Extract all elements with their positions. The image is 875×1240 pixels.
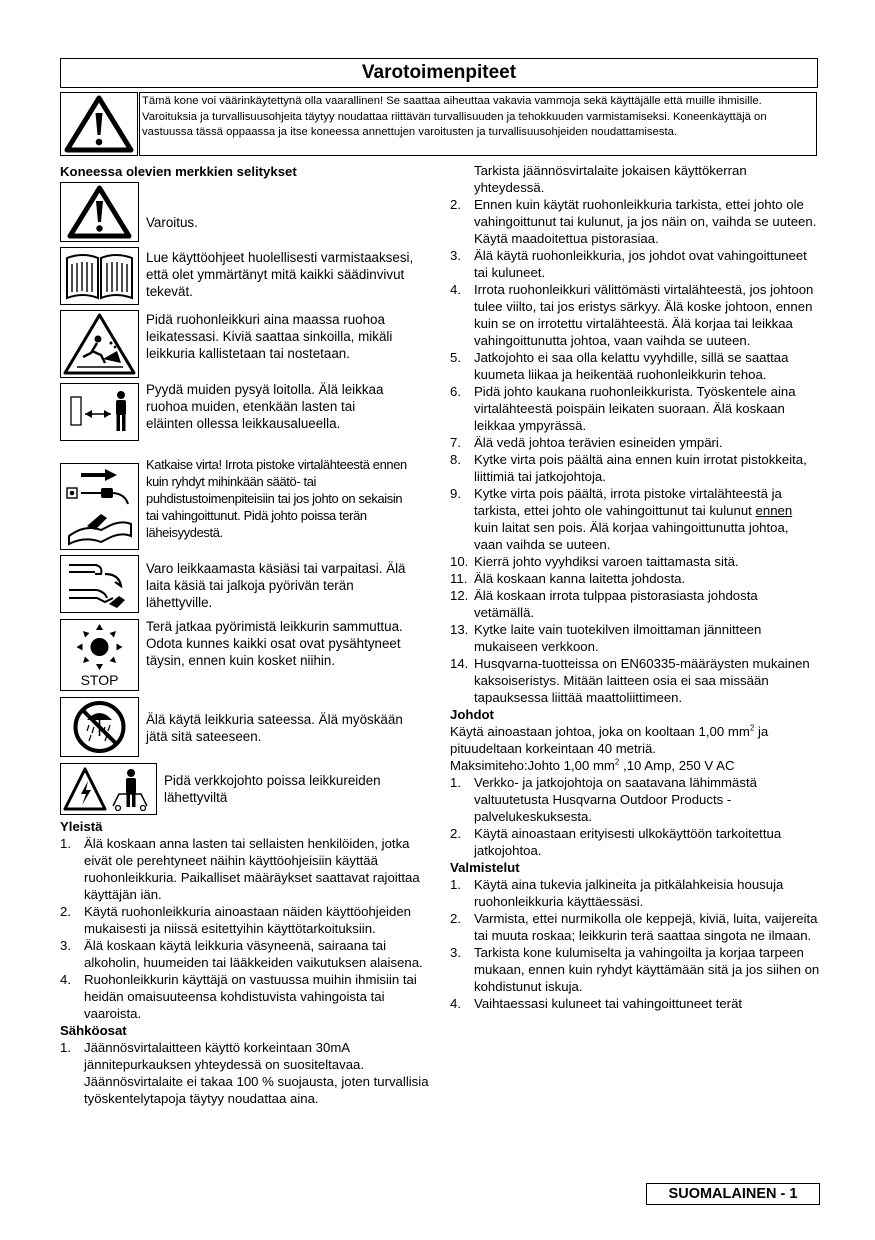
list-item: 2. Käytä ruohonleikkuria ainoastaan näiden käyttöohjeiden mukaisesti ja niissä esitettyihin käyttötarkoituksiin.	[60, 904, 411, 936]
list-item: 4. Ruohonleikkurin käyttäjä on vastuussa muihin ihmisiin tai heidän omaisuuteensa kohdistuvista vahingoista tai vaaroista.	[60, 972, 417, 1021]
preparation-list	[450, 876, 820, 1012]
cords-list	[450, 774, 820, 859]
manual-book-icon	[61, 248, 138, 304]
list-item: 14. Husqvarna-tuotteissa on EN60335-määräysten mukainen kaksoiseristys. Mitään laitteen osia ei saa missään tapauksessa liittää maattoliittimeen.	[450, 656, 810, 705]
symbol-thrown-objects-text: Pidä ruohonleikkuri aina maassa ruohoa leikatessasi. Kiviä saattaa sinkoilla, mikäli leikkuria kallistetaan tai nostetaan.	[146, 312, 393, 361]
cords-paragraph: Käytä ainoastaan johtoa, joka on kooltaan 1,00 $mm^2$ ja pituudeltaan korkeintaan 40 metriä.	[450, 723, 769, 756]
keep-distance-icon	[61, 384, 138, 440]
thrown-objects-icon	[61, 311, 138, 377]
warning-triangle-icon	[61, 93, 137, 155]
symbol-manual-box	[60, 247, 139, 305]
list-item: 2. Käytä ainoastaan erityisesti ulkokäyttöön tarkoitettua jatkojohtoa.	[450, 826, 782, 858]
symbols-heading: Koneessa olevien merkkien selitykset	[60, 164, 297, 179]
intro-warning-text: Tämä kone voi väärinkäytettynä olla vaarallinen! Se saattaa aiheuttaa vakavia vammoja sekä käyttäjälle että muille ihmisille. Varoituksia ja turvallisuusohjeita täytyy noudattaa riittävän turvallisuuden ja tehokkuuden varmistamiseksi. Koneenkäyttäjä on vastuussa tässä oppaassa ja itse koneessa annettujen varoitusten ja turvallisuusohjeiden noudattamisesta.	[139, 92, 817, 156]
list-item: 1. Käytä aina tukevia jalkineita ja pitkälahkeisia housuja ruohonleikkuria käyttäessäsi.	[450, 877, 784, 909]
symbol-manual-text: Lue käyttöohjeet huolellisesti varmistaaksesi, että olet ymmärtänyt mitä kaikki säädinvivut tekevät.	[146, 250, 414, 299]
symbol-warning-box	[60, 182, 139, 242]
no-rain-icon	[61, 698, 138, 756]
warning-triangle-icon	[61, 183, 138, 241]
page-footer: SUOMALAINEN - 1	[646, 1183, 820, 1205]
electrical-continued: Tarkista jäännösvirtalaite jokaisen käyttökerran yhteydessä.	[474, 163, 747, 195]
symbol-keep-distance-box	[60, 383, 139, 441]
list-item: 11. Älä koskaan kanna laitetta johdosta.	[450, 571, 686, 586]
list-item: 3. Tarkista kone kulumiselta ja vahingoilta ja korjaa tarpeen mukaan, ennen kuin ryhdyt käyttämään sitä ja jos siihen on kohdistunut iskuja.	[450, 945, 820, 994]
list-item: 4. Irrota ruohonleikkuri välittömästi virtalähteestä, jos johtoon tulee viilto, tai jos eristys särkyy. Älä koske johtoon, ennen kuin se on irrotettu virtalähteestä. Älä korjaa tai leikkaa vahingoittunutta johtoa, vaan vaihda se uuteen.	[450, 282, 814, 348]
list-item: 3. Älä käytä ruohonleikkuria, jos johdot ovat vahingoittuneet tai kuluneet.	[450, 248, 807, 280]
list-item: 5. Jatkojohto ei saa olla kelattu vyyhdille, sillä se saattaa kuumeta liikaa ja heikentää ruohonleikkurin tehoa.	[450, 350, 789, 382]
symbol-no-rain-box	[60, 697, 139, 757]
list-item: 2. Varmista, ettei nurmikolla ole keppejä, kiviä, luita, vaijereita tai muuta roskaa; leikkurin terä saattaa singota ne ilmaan.	[450, 911, 818, 943]
list-item: 6. Pidä johto kaukana ruohonleikkurista. Työskentele aina virtalähteestä poispäin leikaten suoraan. Älä koskaan leikkaa ympyrässä.	[450, 384, 796, 433]
list-item: 1. Verkko- ja jatkojohtoja on saatavana lähimmästä valtuutetusta Husqvarna Outdoor Products -palvelukeskuksesta.	[450, 775, 757, 824]
symbol-cord-text: Pidä verkkojohto poissa leikkureiden lähettyviltä	[164, 773, 381, 805]
list-item: 2. Ennen kuin käytät ruohonleikkuria tarkista, ettei johto ole vahingoittunut tai kulunut, ja jos näin on, vaihda se uuteen. Käytä maadoitettua pistorasiaa.	[450, 197, 817, 246]
list-item: 9. Kytke virta pois päältä, irrota pistoke virtalähteestä ja tarkista, ettei johto ole vahingoittunut tai kulunut ennen kuin laitat sen pois. Älä korjaa vahingoittunutta johtoa, vaan vaihda se uuteen.	[450, 486, 793, 552]
symbol-unplug-box	[60, 463, 139, 550]
electrical-list-cont	[450, 196, 820, 706]
list-item: 13. Kytke laite vain tuotekilven ilmoittaman jännitteen mukaiseen verkkoon.	[450, 622, 762, 654]
stop-blade-icon	[61, 620, 138, 672]
symbol-no-rain-text: Älä käytä leikkuria sateessa. Älä myöskään jätä sitä sateeseen.	[146, 712, 403, 744]
list-item: 1. Älä koskaan anna lasten tai sellaisten henkilöiden, jotka eivät ole perehtyneet näihin käyttöohjeisiin käyttää ruohonleikkuria. Paikalliset määräykset saattavat rajoittaa käyttäjän iän.	[60, 836, 420, 902]
symbol-hand-foot-text: Varo leikkaamasta käsiäsi tai varpaitasi. Älä laita käsiä tai jalkoja pyörivän terän lähettyville.	[146, 561, 406, 610]
page-title: Varotoimenpiteet	[60, 58, 818, 88]
cords-heading: Johdot	[450, 707, 494, 722]
symbol-warning-text: Varoitus.	[146, 215, 198, 230]
list-item: 7. Älä vedä johtoa terävien esineiden ympäri.	[450, 435, 723, 450]
general-list	[60, 835, 430, 1022]
preparation-heading: Valmistelut	[450, 860, 520, 875]
general-heading: Yleistä	[60, 819, 103, 834]
symbol-stop-blade-text: Terä jatkaa pyörimistä leikkurin sammuttua. Odota kunnes kaikki osat ovat pysähtyneet täysin, ennen kuin kosket niihin.	[146, 619, 403, 668]
electrical-heading: Sähköosat	[60, 1023, 127, 1038]
hand-foot-blade-icon	[61, 556, 138, 612]
symbol-thrown-objects-box	[60, 310, 139, 378]
list-item: 8. Kytke virta pois päältä aina ennen kuin irrotat pistokkeita, liittimiä tai jatkojohtoja.	[450, 452, 807, 484]
list-item: 1. Jäännösvirtalaitteen käyttö korkeintaan 30mA jännitepurkauksen yhteydessä on suositeltavaa. Jäännösvirtalaite ei takaa 100 % suojausta, joten turvallisia työskentelytapoja täytyy noudattaa aina.	[60, 1040, 429, 1106]
intro-warning-icon-box	[60, 92, 138, 156]
symbol-stop-blade-box	[60, 619, 139, 691]
electrical-list	[60, 1039, 430, 1107]
unplug-icon	[61, 464, 138, 549]
symbol-keep-distance-text: Pyydä muiden pysyä loitolla. Älä leikkaa ruohoa muiden, etenkään lasten tai eläinten ollessa leikkausalueella.	[146, 382, 384, 431]
list-item: 10. Kierrä johto vyyhdiksi varoen taittamasta sitä.	[450, 554, 739, 569]
electric-cord-icon	[61, 764, 156, 814]
list-item: 4. Vaihtaessasi kuluneet tai vahingoittuneet terät	[450, 996, 743, 1011]
underlined-word: ennen	[755, 503, 793, 518]
cords-max-rating: Maksimiteho:Johto 1,00 $mm^2$ ,10 Amp, 250 V AC	[450, 757, 735, 773]
left-column-lower	[60, 818, 430, 1107]
list-item: 3. Älä koskaan käytä leikkuria väsyneenä, sairaana tai alkoholin, huumeiden tai lääkkeiden vaikutuksen alaisena.	[60, 938, 423, 970]
right-column	[450, 162, 820, 1012]
symbol-hand-foot-box	[60, 555, 139, 613]
stop-label: STOP	[80, 672, 119, 688]
symbol-unplug-text: Katkaise virta! Irrota pistoke virtalähteestä ennen kuin ryhdyt mihinkään säätö- tai puhdistustoimenpiteisiin tai jos johto on sekaisin tai vahingoittunut. Pidä johto poissa terän läheisyydestä.	[146, 457, 407, 540]
list-item: 12. Älä koskaan irrota tulppaa pistorasiasta johdosta vetämällä.	[450, 588, 758, 620]
symbol-cord-box	[60, 763, 157, 815]
